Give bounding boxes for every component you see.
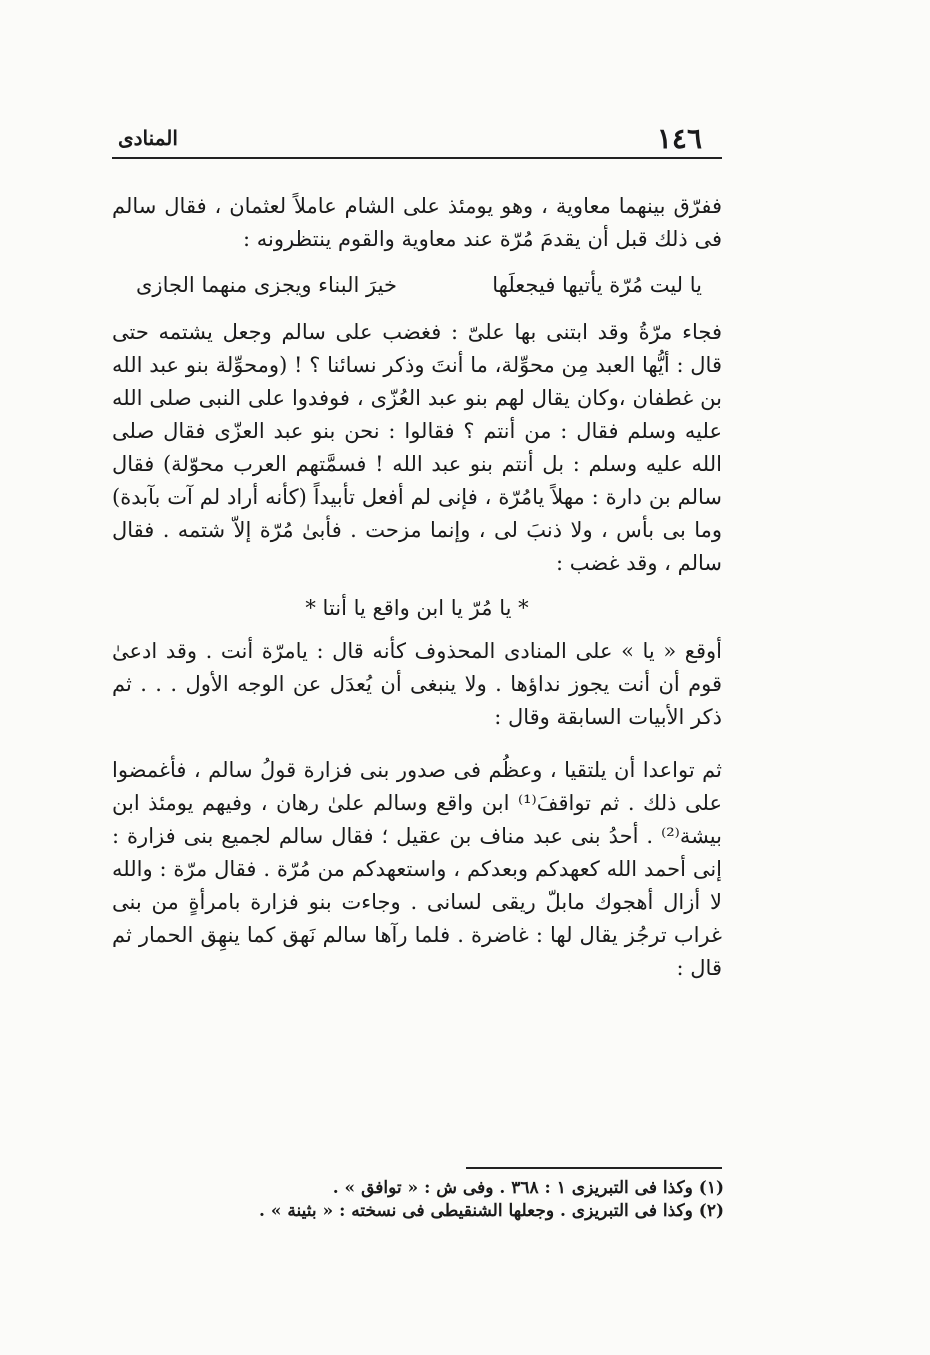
footnote-2: (٢) وكذا فى التبريزى . وجعلها الشنقيطى فى نسخته : « بثينة » . xyxy=(259,1201,724,1221)
header-rule xyxy=(112,157,722,159)
verse-1-second-hemistich: خيرَ البناء ويجزى منهما الجازى xyxy=(136,273,397,297)
paragraph-4: ثم تواعدا أن يلتقيا ، وعظُم فى صدور بنى فزارة قولُ سالم ، فأغمضوا على ذلك . ثم تواقفَ⁽¹⁾ ابن واقع وسالم علىٰ رهان ، وفيهم يومئذ ابن بيشة⁽²⁾ . أحدُ بنى عبد مناف بن عقيل ؛ فقال سالم لجميع بنى فزارة : إنى أحمد الله كعهدكم وبعدكم ، واستعهدكم من مُرّة . فقال مرّة : والله لا أزال أهجوك مابلّ ريقى لسانى . وجاءت بنو فزارة بامرأةٍ من بنى غراب ترجُز يقال لها : غاضرة . فلما رآها سالم نَهق كما ينهِق الحمار ثم قال : xyxy=(112,758,723,980)
page-header xyxy=(112,118,720,158)
paragraph-2: فجاء مرّةُ وقد ابتنى بها علىّ : فغضب على سالم وجعل يشتمه حتى قال : أيُّها العبد مِن محوِّلة، ما أنتَ وذكر نسائنا ؟ ! (ومحوِّلة بنو عبد الله بن غطفان ،وكان يقال لهم بنو عبد العُزّى ، فوفدوا على النبى صلى الله عليه وسلم فقال : من أنتم ؟ فقالوا : نحن بنو عبد العزّى فقال صلى الله عليه وسلم : بل أنتم بنو عبد الله ! فسمَّتهم العرب محوّلة) فقال سالم بن دارة : مهلاً يامُرّة ، فإنى لم أفعل تأبيداً (كأنه أراد لم آت بآبدة) وما بى بأس ، ولا ذنبَ لى ، وإنما مزحت . فأبىٰ مُرّة إلاّ شتمه . فقال سالم ، وقد غضب : xyxy=(112,320,722,575)
footnote-1: (١) وكذا فى التبريزى ١ : ٣٦٨ . وفى ش : « توافق » . xyxy=(332,1178,724,1198)
main-text xyxy=(112,190,722,985)
paragraph-1: ففرّق بينهما معاوية ، وهو يومئذ على الشام عاملاً لعثمان ، فقال سالم فى ذلك قبل أن يقدمَ مُرّة عند معاوية والقوم ينتظرونه : xyxy=(112,194,722,251)
verse-1 xyxy=(112,268,722,302)
verse-1-first-hemistich: يا ليت مُرّة يأتيها فيجعلَها xyxy=(492,273,702,297)
footnotes xyxy=(140,1177,724,1223)
paragraph-3: أوقع « يا » على المنادى المحذوف كأنه قال : يامرّة أنت . وقد ادعىٰ قوم أن أنت يجوز نداؤها . ولا ينبغى أن يُعدَل عن الوجه الأول . . . ثم ذكر الأبيات السابقة وقال : xyxy=(112,639,722,729)
running-title: المنادى xyxy=(118,126,178,150)
footnote-rule xyxy=(466,1167,722,1169)
verse-2: * يا مُرّ يا ابن واقع يا أنتا * xyxy=(305,596,529,620)
page-number: ١٤٦ xyxy=(656,122,702,155)
